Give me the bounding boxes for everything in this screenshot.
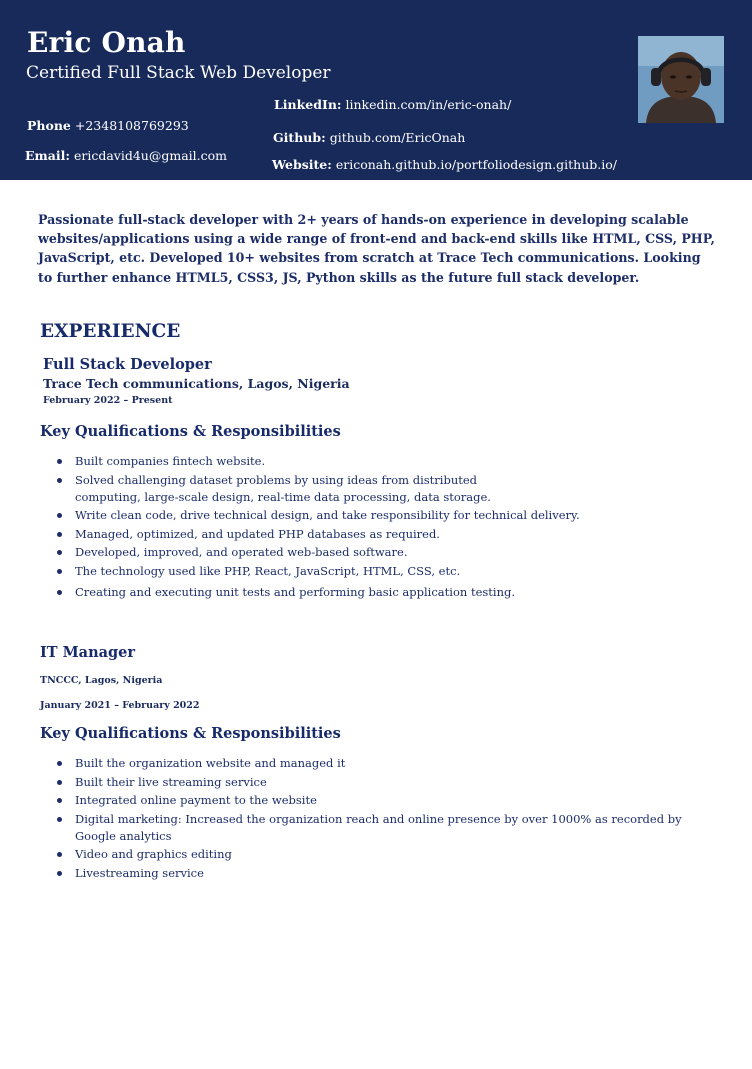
list-item: Built companies fintech website. (38, 453, 538, 470)
responsibilities-list (38, 755, 698, 883)
job-title: Full Stack Developer (43, 356, 212, 373)
responsibilities-heading: Key Qualifications & Responsibilities (40, 423, 341, 440)
website-link[interactable]: ericonah.github.io/portfoliodesign.github.io/ (335, 157, 617, 172)
github-label: Github: (273, 130, 326, 145)
profile-photo (638, 36, 724, 123)
list-item: Livestreaming service (38, 865, 698, 882)
linkedin-label: LinkedIn: (274, 97, 342, 112)
website-contact (272, 157, 617, 172)
github-link[interactable]: github.com/EricOnah (329, 130, 466, 145)
candidate-title: Certified Full Stack Web Developer (26, 63, 331, 83)
phone-label: Phone (27, 118, 71, 133)
list-item: Developed, improved, and operated web-based software. (38, 544, 538, 561)
email-link[interactable]: ericdavid4u@gmail.com (73, 148, 227, 163)
job-company: Trace Tech communications, Lagos, Nigeria (43, 376, 350, 391)
linkedin-link[interactable]: linkedin.com/in/eric-onah/ (345, 97, 512, 112)
responsibilities-heading: Key Qualifications & Responsibilities (40, 725, 341, 742)
professional-summary: Passionate full-stack developer with 2+ years of hands-on experience in developing scalable websites/applications using a wide range of front-end and back-end skills like HTML, CSS, PHP, JavaScript, etc. Developed 10+ websites from scratch at Trace Tech communications. Looking to further enhance HTML5, CSS3, JS, Python skills as the future full stack developer. (38, 212, 715, 285)
responsibilities-list (38, 453, 580, 602)
website-label: Website: (272, 157, 332, 172)
list-item: Creating and executing unit tests and performing basic application testing. (38, 584, 538, 601)
job-dates: February 2022 – Present (43, 395, 173, 406)
list-item: The technology used like PHP, React, JavaScript, HTML, CSS, etc. (38, 563, 538, 580)
list-item: Video and graphics editing (38, 846, 698, 863)
linkedin-contact (274, 97, 511, 112)
email-label: Email: (25, 148, 70, 163)
job-company: TNCCC, Lagos, Nigeria (40, 675, 163, 686)
list-item: Managed, optimized, and updated PHP databases as required. (38, 526, 538, 543)
list-item: Integrated online payment to the website (38, 792, 698, 809)
list-item: Write clean code, drive technical design, and take responsibility for technical delivery. (38, 507, 538, 524)
list-item: Built the organization website and managed it (38, 755, 698, 772)
resume-header (0, 0, 752, 180)
person-portrait-icon (638, 36, 724, 123)
job-dates: January 2021 – February 2022 (40, 700, 200, 711)
candidate-name: Eric Onah (27, 26, 186, 59)
phone-contact (27, 118, 189, 133)
github-contact (273, 130, 465, 145)
list-item: Built their live streaming service (38, 774, 698, 791)
email-contact (25, 148, 227, 163)
list-item: Solved challenging dataset problems by using ideas from distributed computing, large-scale design, real-time data processing, data storage. (38, 472, 538, 506)
phone-value: +2348108769293 (74, 118, 189, 133)
experience-heading: EXPERIENCE (40, 321, 181, 342)
list-item: Digital marketing: Increased the organization reach and online presence by over 1000% as recorded by Google analytics (38, 811, 698, 845)
job-title: IT Manager (40, 644, 136, 661)
